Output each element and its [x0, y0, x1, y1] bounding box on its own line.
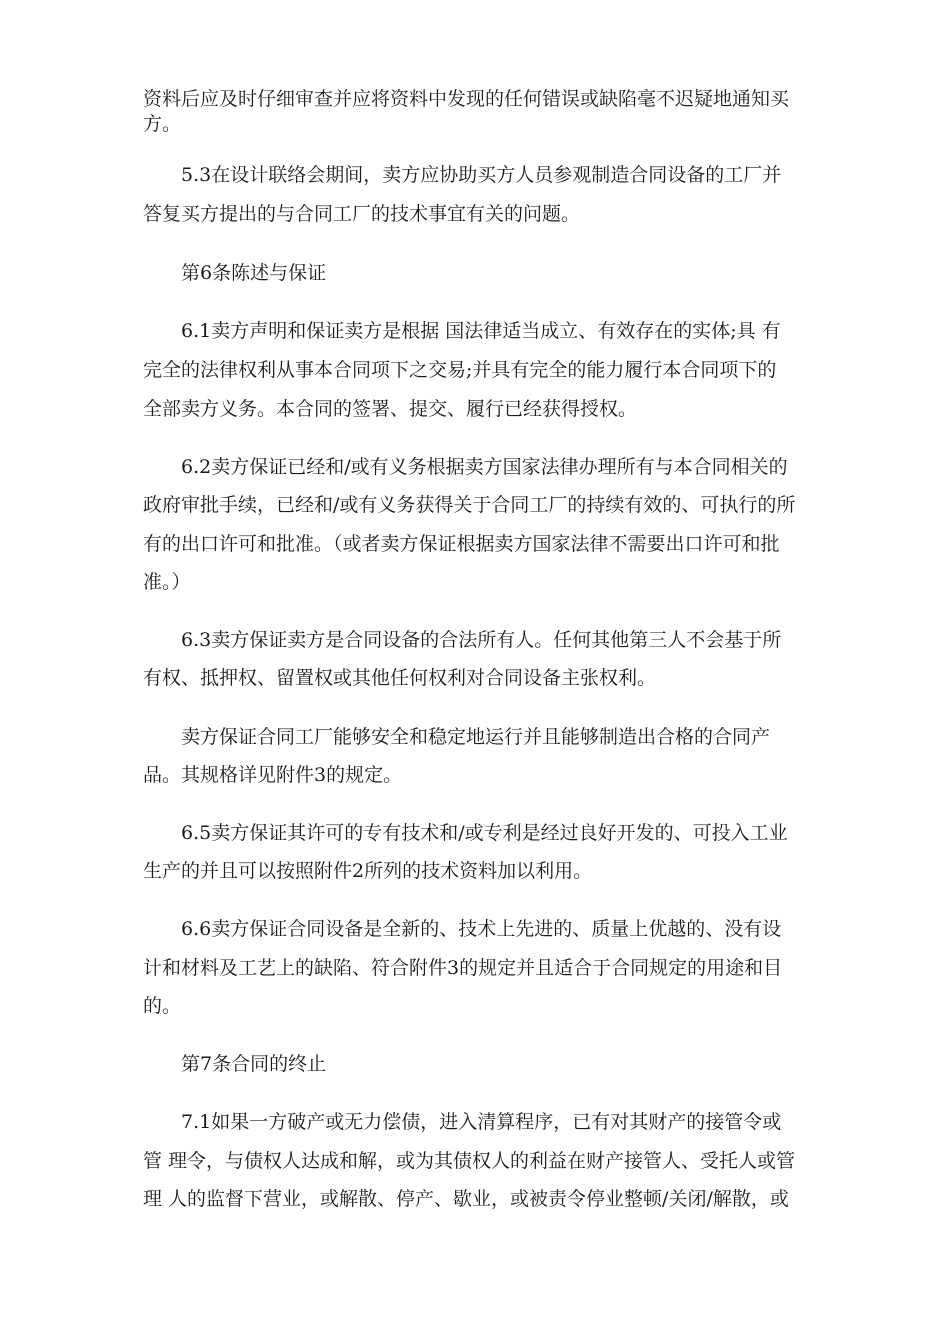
- paragraph-6-2-line: 6.2卖方保证已经和/或有义务根据卖方国家法律办理所有与本合同相关的: [181, 456, 788, 478]
- text-line: 有权、抵押权、留置权或其他任何权利对合同设备主张权利。: [143, 667, 657, 689]
- text-line: 准。）: [143, 571, 191, 593]
- text-line: 答复买方提出的与合同工厂的技术事宜有关的问题。: [143, 203, 581, 225]
- text-line: 的。: [143, 995, 182, 1017]
- text-line: 方。: [143, 113, 182, 135]
- text-line: 品。其规格详见附件3的规定。: [143, 764, 403, 786]
- paragraph-guarantee-line: 卖方保证合同工厂能够安全和稳定地运行并且能够制造出合格的合同产: [181, 726, 771, 748]
- text-line: 全部卖方义务。本合同的签署、提交、履行已经获得授权。: [143, 398, 638, 420]
- paragraph-7-1-line: 7.1如果一方破产或无力偿债，进入清算程序，已有对其财产的接管令或: [181, 1111, 782, 1133]
- section-heading-7: 第7条合同的终止: [181, 1053, 327, 1075]
- paragraph-6-6-line: 6.6卖方保证合同设备是全新的、技术上先进的、质量上优越的、没有设: [181, 918, 782, 940]
- section-heading-6: 第6条陈述与保证: [181, 262, 327, 284]
- text-line: 生产的并且可以按照附件2所列的技术资料加以利用。: [143, 860, 593, 882]
- text-line: 计和材料及工艺上的缺陷、符合附件3的规定并且适合于合同规定的用途和目: [143, 957, 783, 979]
- paragraph-6-3-line: 6.3卖方保证卖方是合同设备的合法所有人。任何其他第三人不会基于所: [181, 629, 782, 651]
- paragraph-6-5-line: 6.5卖方保证其许可的专有技术和/或专利是经过良好开发的、可投入工业: [181, 822, 788, 844]
- text-line: 管 理令，与债权人达成和解，或为其债权人的利益在财产接管人、受托人或管: [143, 1150, 796, 1172]
- text-line: 资料后应及时仔细审查并应将资料中发现的任何错误或缺陷毫不迟疑地通知买: [143, 88, 790, 110]
- text-line: 理 人的监督下营业，或解散、停产、歇业，或被责令停业整顿/关闭/解散，或: [143, 1188, 789, 1210]
- text-line: 有的出口许可和批准。（或者卖方保证根据卖方国家法律不需要出口许可和批: [143, 533, 780, 555]
- paragraph-6-1-line: 6.1卖方声明和保证卖方是根据 国法律适当成立、有效存在的实体;具 有: [181, 320, 781, 342]
- text-line: 政府审批手续，已经和/或有义务获得关于合同工厂的持续有效的、可执行的所: [143, 494, 796, 516]
- paragraph-5-3-line: 5.3在设计联络会期间，卖方应协助买方人员参观制造合同设备的工厂并: [181, 164, 782, 186]
- text-line: 完全的法律权利从事本合同项下之交易;并具有完全的能力履行本合同项下的: [143, 359, 777, 381]
